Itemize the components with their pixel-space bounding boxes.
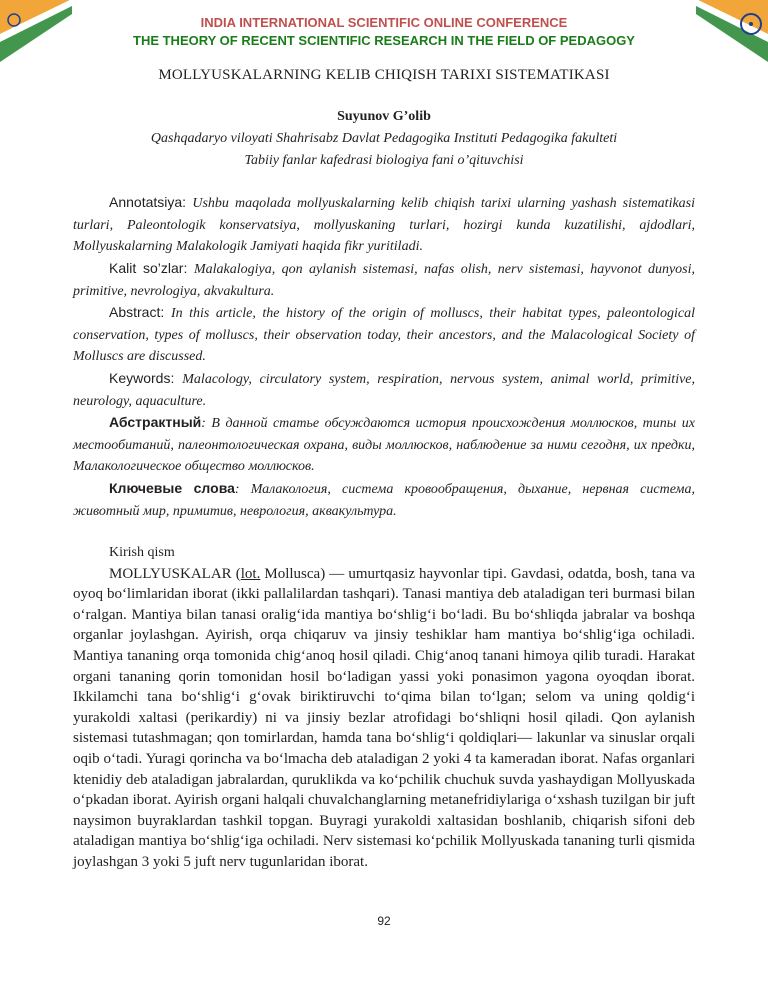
keywords-ru-label: Ключевые слова <box>109 479 235 496</box>
annotation-text: Ushbu maqolada mollyuskalarning kelib chiqish tarixi ularning yashash sistematikasi turlari, Paleontologik konservatsiya, mollyuskaning turlari, hozirgi kunda kuzatilishi, ajdodlari, Mollyuskalarning Malakologik Jamiyati haqida fikr yuritiladi. <box>73 196 696 255</box>
keywords-uz-paragraph <box>73 258 695 302</box>
annotation-paragraph <box>73 192 695 258</box>
article-title: MOLLYUSKALARNING KELIB CHIQISH TARIXI SISTEMATIKASI <box>158 67 610 83</box>
keywords-uz-text: Malakalogiya, qon aylanish sistemasi, nafas olish, nerv sistemasi, hayvonot dunyosi, primitive, nevrologiya, akvakultura. <box>73 261 696 299</box>
author-name: Suyunov G’olib <box>337 108 431 124</box>
abstract-ru-text: : В данной статье обсуждаются история происхождения моллюсков, типы их местообитаний, палеонтологическая охрана, виды моллюсков, наблюдение за ними сегодня, их предки, Малакологическое общество моллюсков. <box>73 416 695 475</box>
abstract-text: In this article, the history of the origin of molluscs, their habitat types, paleontological conservation, types of molluscs, their observation today, their ancestors, and the Malacological Society of Molluscs are discussed. <box>73 306 695 365</box>
conference-header <box>0 14 768 50</box>
keywords-uz-label: Kalit so’zlar: <box>109 259 188 276</box>
intro-paragraph <box>73 564 695 873</box>
conference-title: INDIA INTERNATIONAL SCIENTIFIC ONLINE CONFERENCE <box>200 15 568 30</box>
annotation-label: Annotatsiya: <box>109 194 187 211</box>
abstract-ru-label: Абстрактный <box>109 414 202 431</box>
abstract-label: Abstract: <box>109 304 165 321</box>
keywords-en-paragraph <box>73 368 695 412</box>
page-number: 92 <box>377 914 391 928</box>
keywords-en-label: Keywords: <box>109 369 175 386</box>
latin-abbrev-link[interactable]: lot. <box>240 565 261 582</box>
intro-rest: Mollusca) — umurtqasiz hayvonlar tipi. Gavdasi, odatda, bosh, tana va oyoq boʻlimlaridan iborat (ikki pallalilardan tashqari). Tanasi mantiya deb ataladigan teri burmasi bilan oʻralgan. Mantiya bilan tanasi oraligʻida mantiya boʻshligʻi boʻladi. Bu boʻshliqda jabralar va boshqa organlar joylashgan. Ayirish, orqa chiqaruv va jinsiy teshiklar ham mantiya boʻshligʻiga ochiladi. Mantiya tananing orqa tomonida chigʻanoq hosil qiladi. Chigʻanoq tanani himoya qilib turadi. Harakat organi tananing qorin tomonidan hosil boʻladigan yassi yoki ponasimon yagona oyoqdan iborat. Ikkilamchi tana boʻshligʻi gʻovak biriktiruvchi toʻqima bilan toʻlgan; selom va uning qoldigʻi yurakoldi xaltasi (perikardiy) ni va jinsiy bezlar atrofidagi boʻshliqni hosil qiladi. Qon aylanish sistemasi tutashmagan; qon tomirlardan, hamda tana boʻshligʻi qoldiqlari— lakunlar va sinuslar orqali oqib oʻtadi. Yuragi qorincha va boʻlmacha deb ataladigan 2 yoki 4 ta kameradan iborat. Nafas organlari ktenidiy deb ataladigan jabralardan, quruklikda va koʻpchilik chuchuk suvda yashaydigan Mollyuskada oʻpkadan iborat. Ayirish organi halqali chuvalchanglarning metanefridiylariga oʻxshash tuzilgan bir juft naysimon buyraklardan tashkil topgan. Buyragi yurakoldi xaltasidan boshlanib, chiqarish sifoni deb ataladigan mantiya boʻshligʻiga ochiladi. Nerv sistemasi koʻpchilik Mollyuskada tananing turli qismida joylashgan 3 yoki 5 juft nerv tugunlaridan iborat. <box>73 565 695 870</box>
article-body <box>73 62 695 873</box>
section-heading: Kirish qism <box>109 545 175 561</box>
keywords-en-text: Malacology, circulatory system, respiration, nervous system, animal world, primitive, neurology, aquaculture. <box>73 371 696 409</box>
conference-subtitle: THE THEORY OF RECENT SCIENTIFIC RESEARCH IN THE FIELD OF PEDAGOGY <box>133 33 635 48</box>
affiliation-line-1: Qashqadaryo viloyati Shahrisabz Davlat Pedagogika Instituti Pedagogika fakulteti <box>150 131 618 147</box>
affiliation-line-2: Tabiiy fanlar kafedrasi biologiya fani o’qituvchisi <box>244 153 524 169</box>
abstract-ru-paragraph <box>73 412 695 478</box>
keywords-ru-paragraph <box>73 478 695 522</box>
abstract-paragraph <box>73 302 695 368</box>
keywords-ru-text: : Малакология, система кровообращения, дыхание, нервная система, животный мир, примитив, неврология, аквакультура. <box>73 481 695 519</box>
intro-start: MOLLYUSKALAR ( <box>109 565 241 582</box>
